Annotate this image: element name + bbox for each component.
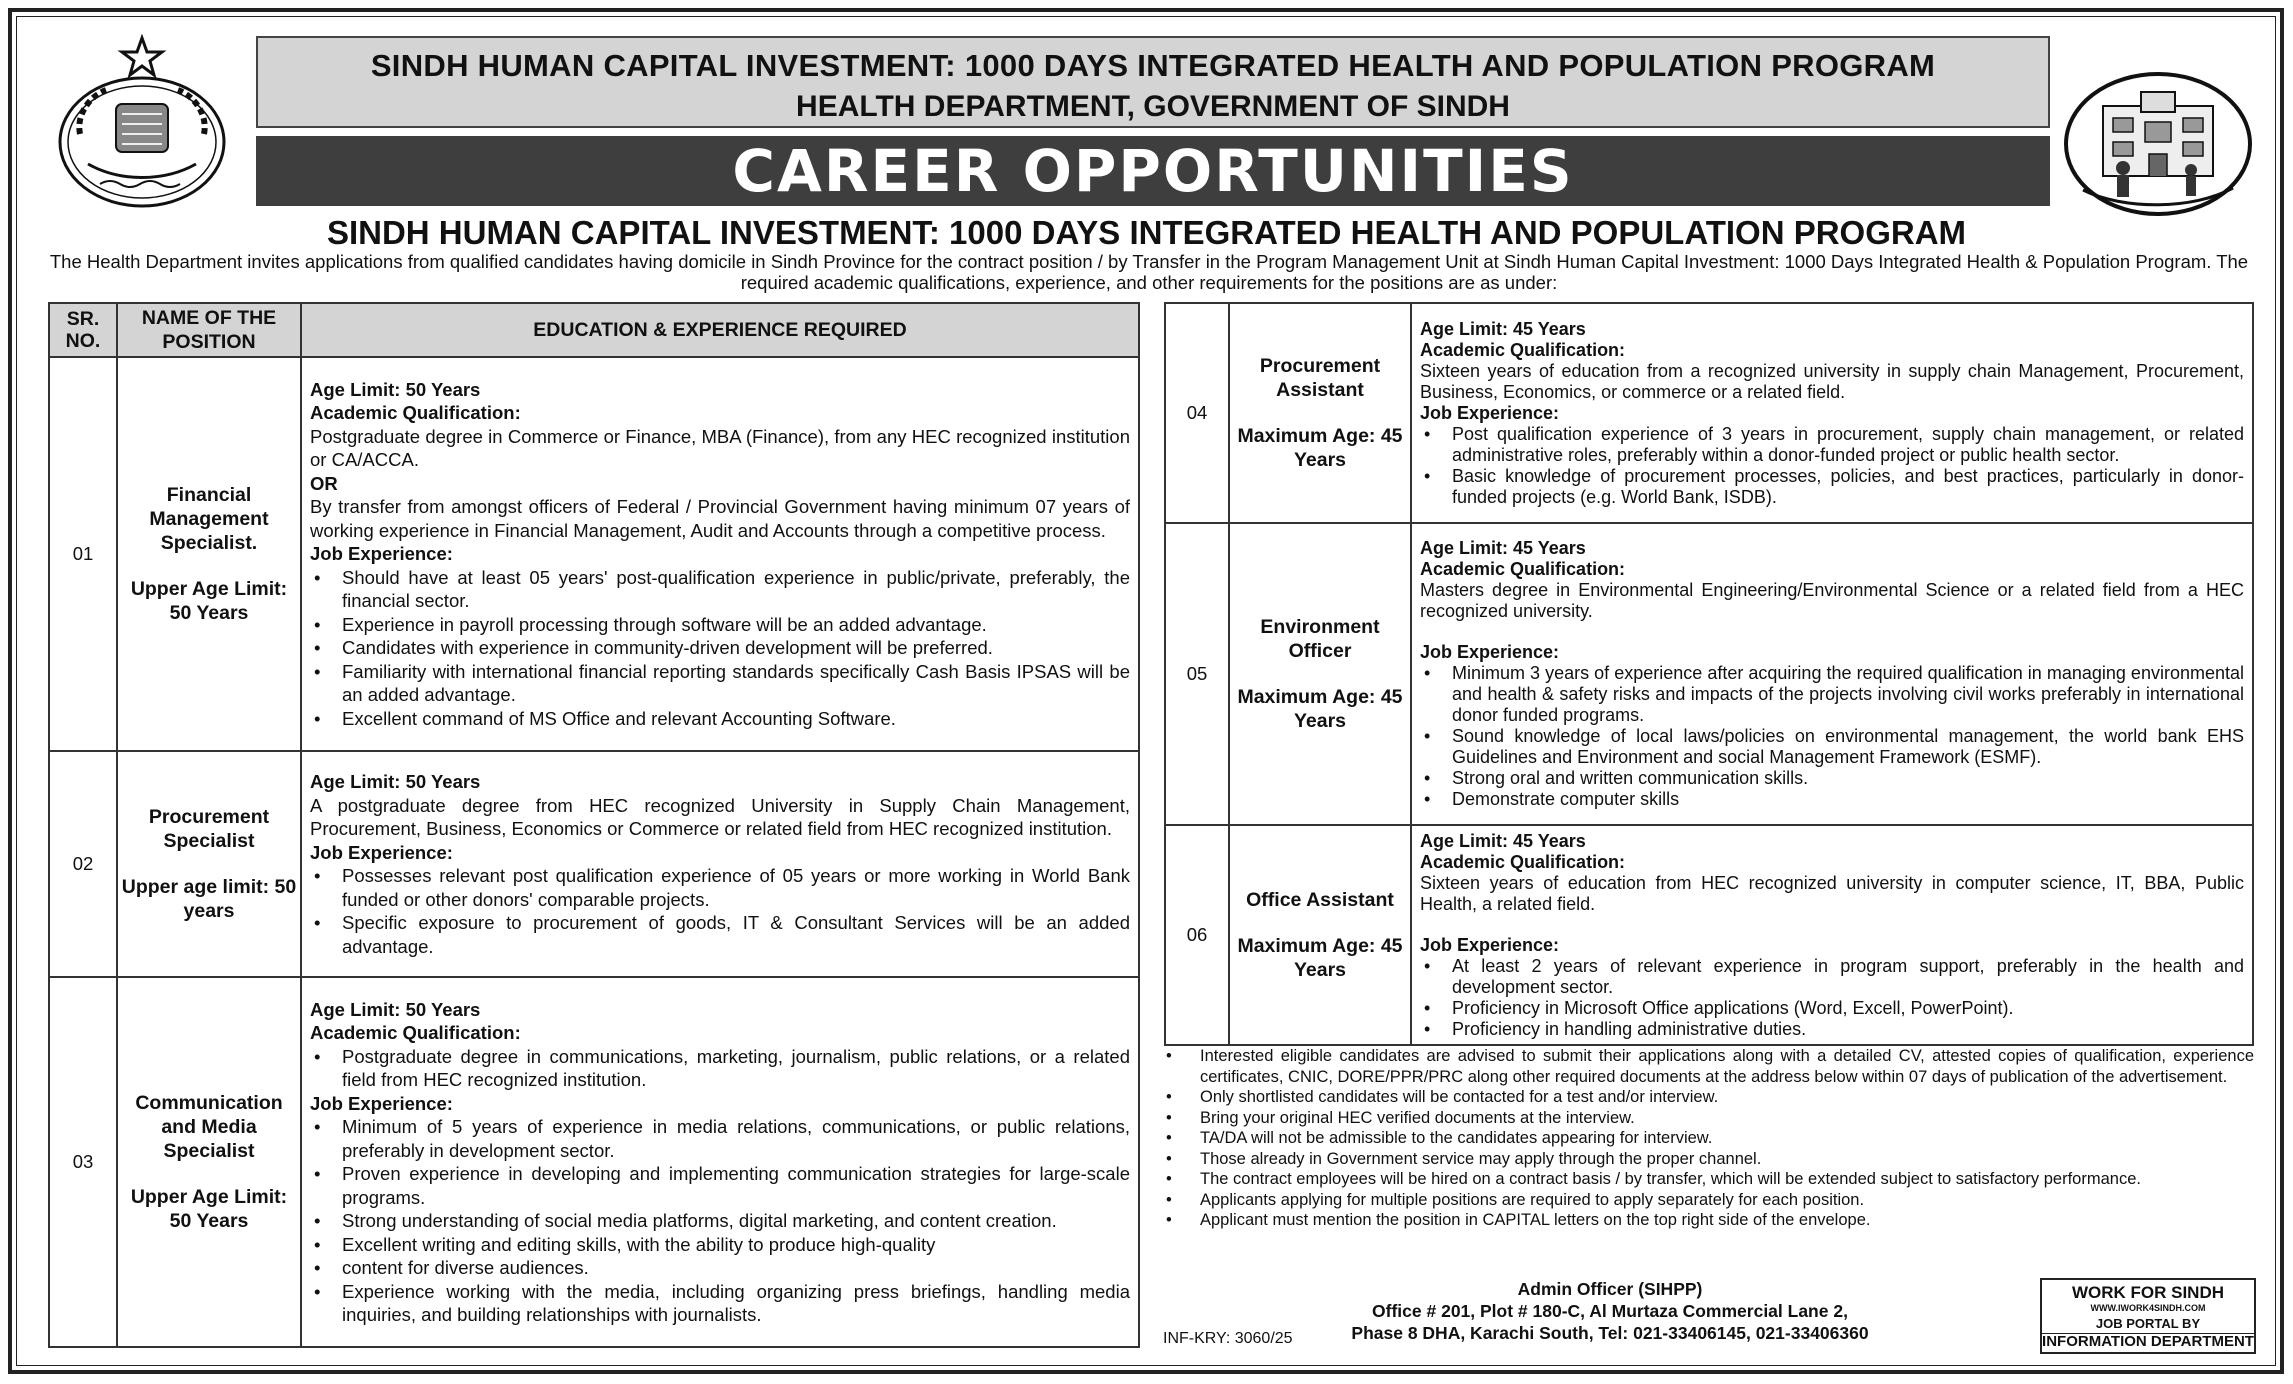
list-item: • Those already in Government service may apply through the proper channel.: [1164, 1149, 2254, 1170]
position-age-limit: Upper Age Limit: 50 Years: [130, 578, 288, 624]
sr-number: 05: [1165, 523, 1229, 825]
academic-text: Sixteen years of education from a recognized university in supply chain Management, Procurement, Business, Economics, or commerce or a related field.: [1420, 360, 2244, 402]
address-line-1: Admin Officer (SIHPP): [1517, 1279, 1703, 1299]
list-item: • Strong understanding of social media platforms, digital marketing, and content creation.: [310, 1209, 1130, 1233]
position-name: Communication and Media Specialist: [135, 1092, 283, 1162]
list-item: • Candidates with experience in community-driven development will be preferred.: [310, 636, 1130, 660]
list-item: • Minimum of 5 years of experience in media relations, communications, or public relations, preferably in development sector.: [310, 1115, 1130, 1162]
academic-label: Academic Qualification:: [1420, 851, 1626, 872]
list-item: • Postgraduate degree in communications, marketing, journalism, public relations, or a related field from HEC recognized institution.: [310, 1045, 1130, 1092]
academic-text: Postgraduate degree in Commerce or Finance, MBA (Finance), from any HEC recognized institution or CA/ACCA.: [310, 425, 1130, 471]
table-row: [1165, 825, 2253, 1045]
age-limit: Age Limit: 45 Years: [1420, 830, 1586, 851]
position-cell: [117, 751, 301, 977]
position-age-limit: Upper age limit: 50 years: [121, 876, 297, 922]
list-item: • Applicants applying for multiple positions are required to apply separately for each position.: [1164, 1190, 2254, 1211]
age-limit: Age Limit: 50 Years: [310, 771, 481, 792]
job-experience-label: Job Experience:: [1420, 642, 1560, 662]
address-line-3: Phase 8 DHA, Karachi South, Tel: 021-33406145, 021-33406360: [1351, 1323, 1869, 1343]
job-experience-list: [1420, 424, 2244, 508]
position-name: Procurement Specialist: [148, 806, 270, 852]
position-age-limit: Maximum Age: 45 Years: [1237, 686, 1403, 732]
academic-text: A postgraduate degree from HEC recognized University in Supply Chain Management, Procurement, Business, Economics or Commerce or related field from HEC recognized institution.: [310, 794, 1130, 839]
list-item: • TA/DA will not be admissible to the candidates appearing for interview.: [1164, 1128, 2254, 1149]
main-title: SINDH HUMAN CAPITAL INVESTMENT: 1000 DAYS INTEGRATED HEALTH AND POPULATION PROGRAM: [326, 214, 1967, 251]
position-name: Office Assistant: [1246, 889, 1394, 911]
age-limit: Age Limit: 45 Years: [1420, 538, 1586, 558]
or-label: OR: [310, 472, 338, 494]
requirements-cell: [1411, 303, 2253, 523]
academic-label: Academic Qualification:: [310, 402, 521, 424]
requirements-cell: [1411, 523, 2253, 825]
position-age-limit: Upper Age Limit: 50 Years: [130, 1186, 288, 1232]
list-item: • The contract employees will be hired on a contract basis / by transfer, which will be extended subject to satisfactory performance.: [1164, 1169, 2254, 1190]
job-experience-label: Job Experience:: [1420, 934, 1560, 955]
age-limit: Age Limit: 50 Years: [310, 998, 481, 1020]
job-experience-list: [310, 1115, 1130, 1327]
table-row: [49, 977, 1139, 1347]
academic-list: [310, 1045, 1130, 1092]
sr-number: 03: [49, 977, 117, 1347]
job-experience-list: [310, 864, 1130, 958]
table-row: [49, 357, 1139, 751]
list-item: • Interested eligible candidates are advised to submit their applications along with a detailed CV, attested copies of qualification, experience certificates, CNIC, DORE/PPR/PRC along other required documents at the address below within 07 days of publication of the advertisement.: [1164, 1046, 2254, 1087]
table-row: [1165, 523, 2253, 825]
position-name: Environment Officer: [1260, 616, 1380, 662]
academic-label: Academic Qualification:: [310, 1022, 521, 1043]
header-position: NAME OF THE POSITION: [117, 303, 301, 357]
list-item: • Specific exposure to procurement of goods, IT & Consultant Services will be an added advantage.: [310, 911, 1130, 958]
positions-table-right: [1164, 302, 2254, 1046]
table-header-row: [49, 303, 1139, 357]
requirements-cell: [301, 977, 1139, 1347]
list-item: • Proven experience in developing and implementing communication strategies for large-scale programs.: [310, 1162, 1130, 1209]
transfer-text: By transfer from amongst officers of Federal / Provincial Government having minimum 07 years of working experience in Financial Management, Audit and Accounts through a competitive process.: [310, 496, 1130, 541]
address-line-2: Office # 201, Plot # 180-C, Al Murtaza Commercial Lane 2,: [1372, 1301, 1848, 1321]
job-experience-list: [310, 566, 1130, 731]
job-experience-list: [1420, 956, 2244, 1040]
intro-paragraph: The Health Department invites applications from qualified candidates having domicile in Sindh Province for the contract position / by Transfer in the Program Management Unit at Sindh Human Capital Investment: 1000 Days Integrated Health & Population Program. The required academic qualifications, experience, and other requirements for the positions are as under:: [49, 251, 2249, 293]
position-name: Financial Management Specialist.: [149, 484, 269, 554]
age-limit: Age Limit: 50 Years: [310, 378, 481, 400]
table-row: [1165, 303, 2253, 523]
header-sr-no: SR. NO.: [49, 303, 117, 357]
list-item: • Demonstrate computer skills: [1420, 789, 2244, 810]
sr-number: 04: [1165, 303, 1229, 523]
academic-text: Masters degree in Environmental Engineering/Environmental Science or a related field from a HEC recognized university.: [1420, 580, 2244, 621]
position-age-limit: Maximum Age: 45 Years: [1237, 425, 1403, 471]
list-item: • Possesses relevant post qualification experience of 05 years or more working in World Bank funded or other donors' comparable projects.: [310, 864, 1130, 911]
position-cell: [1229, 303, 1411, 523]
position-age-limit: Maximum Age: 45 Years: [1237, 935, 1403, 981]
sr-number: 01: [49, 357, 117, 751]
inf-kry-number: INF-KRY: 3060/25: [1163, 1330, 1293, 1347]
list-item: • Should have at least 05 years' post-qualification experience in public/private, preferably, the financial sector.: [310, 566, 1130, 613]
list-item: • Proficiency in handling administrative duties.: [1420, 1019, 2244, 1040]
age-limit: Age Limit: 45 Years: [1420, 318, 1586, 339]
list-item: • Excellent command of MS Office and relevant Accounting Software.: [310, 707, 1130, 731]
academic-label: Academic Qualification:: [1420, 339, 1626, 360]
job-portal-url: WWW.IWORK4SINDH.COM: [2090, 1302, 2206, 1313]
header-line-1: SINDH HUMAN CAPITAL INVESTMENT: 1000 DAYS INTEGRATED HEALTH AND POPULATION PROGRAM: [370, 48, 1936, 83]
list-item: • Applicant must mention the position in CAPITAL letters on the top right side of the envelope.: [1164, 1210, 2254, 1231]
list-item: • content for diverse audiences.: [310, 1256, 1130, 1280]
career-opportunities-banner: CAREER OPPORTUNITIES: [256, 136, 2050, 206]
job-experience-label: Job Experience:: [310, 543, 453, 565]
list-item: • Basic knowledge of procurement processes, policies, and best practices, particularly in donor-funded projects (e.g. World Bank, ISDB).: [1420, 466, 2244, 508]
job-portal-title: WORK FOR SINDH: [2071, 1283, 2225, 1302]
list-item: • Strong oral and written communication skills.: [1420, 768, 2244, 789]
header-line-2: HEALTH DEPARTMENT, GOVERNMENT OF SINDH: [796, 90, 1510, 123]
sr-number: 02: [49, 751, 117, 977]
position-name: Procurement Assistant: [1259, 355, 1381, 401]
list-item: • Proficiency in Microsoft Office applications (Word, Excell, PowerPoint).: [1420, 998, 2244, 1019]
table-row: [49, 751, 1139, 977]
positions-table-left: [48, 302, 1140, 1348]
job-experience-label: Job Experience:: [310, 1092, 453, 1114]
position-cell: [117, 357, 301, 751]
program-building-logo: [2063, 70, 2253, 218]
header-box: [256, 36, 2050, 128]
position-cell: [1229, 523, 1411, 825]
job-portal-line-2: INFORMATION DEPARTMENT: [2042, 1332, 2254, 1350]
job-experience-list: [1420, 663, 2244, 810]
list-item: • Post qualification experience of 3 years in procurement, supply chain management, or related administrative roles, preferably within a donor-funded project or public health sector.: [1420, 424, 2244, 466]
job-portal-line-1: JOB PORTAL BY: [2095, 1316, 2201, 1332]
list-item: • Familiarity with international financial reporting standards specifically Cash Basis IPSAS will be an added advantage.: [310, 660, 1130, 707]
requirements-cell: [1411, 825, 2253, 1045]
job-experience-label: Job Experience:: [1420, 402, 1560, 423]
academic-text: Sixteen years of education from HEC recognized university in computer science, IT, BBA, Public Health, a related field.: [1420, 872, 2244, 914]
position-cell: [117, 977, 301, 1347]
job-portal-badge: [2040, 1278, 2256, 1354]
requirements-cell: [301, 357, 1139, 751]
requirements-cell: [301, 751, 1139, 977]
instructions-list: [1164, 1046, 2254, 1231]
list-item: • Sound knowledge of local laws/policies on environmental management, the world bank EHS Guidelines and Environment and social Management Framework (ESMF).: [1420, 726, 2244, 768]
sr-number: 06: [1165, 825, 1229, 1045]
header-education: EDUCATION & EXPERIENCE REQUIRED: [301, 303, 1139, 357]
sindh-government-emblem: [50, 34, 235, 214]
academic-label: Academic Qualification:: [1420, 559, 1626, 579]
job-experience-label: Job Experience:: [310, 841, 453, 863]
list-item: • At least 2 years of relevant experience in program support, preferably in the health and development sector.: [1420, 956, 2244, 998]
list-item: • Minimum 3 years of experience after acquiring the required qualification in managing environmental and health & safety risks and impacts of the projects involving civil works preferably in international donor funded programs.: [1420, 663, 2244, 726]
list-item: • Excellent writing and editing skills, with the ability to produce high-quality: [310, 1233, 1130, 1257]
contact-address: [1330, 1278, 1890, 1344]
list-item: • Experience working with the media, including organizing press briefings, handling media inquiries, and building relationships with journalists.: [310, 1280, 1130, 1327]
list-item: • Experience in payroll processing through software will be an added advantage.: [310, 613, 1130, 637]
list-item: • Bring your original HEC verified documents at the interview.: [1164, 1108, 2254, 1129]
position-cell: [1229, 825, 1411, 1045]
list-item: • Only shortlisted candidates will be contacted for a test and/or interview.: [1164, 1087, 2254, 1108]
